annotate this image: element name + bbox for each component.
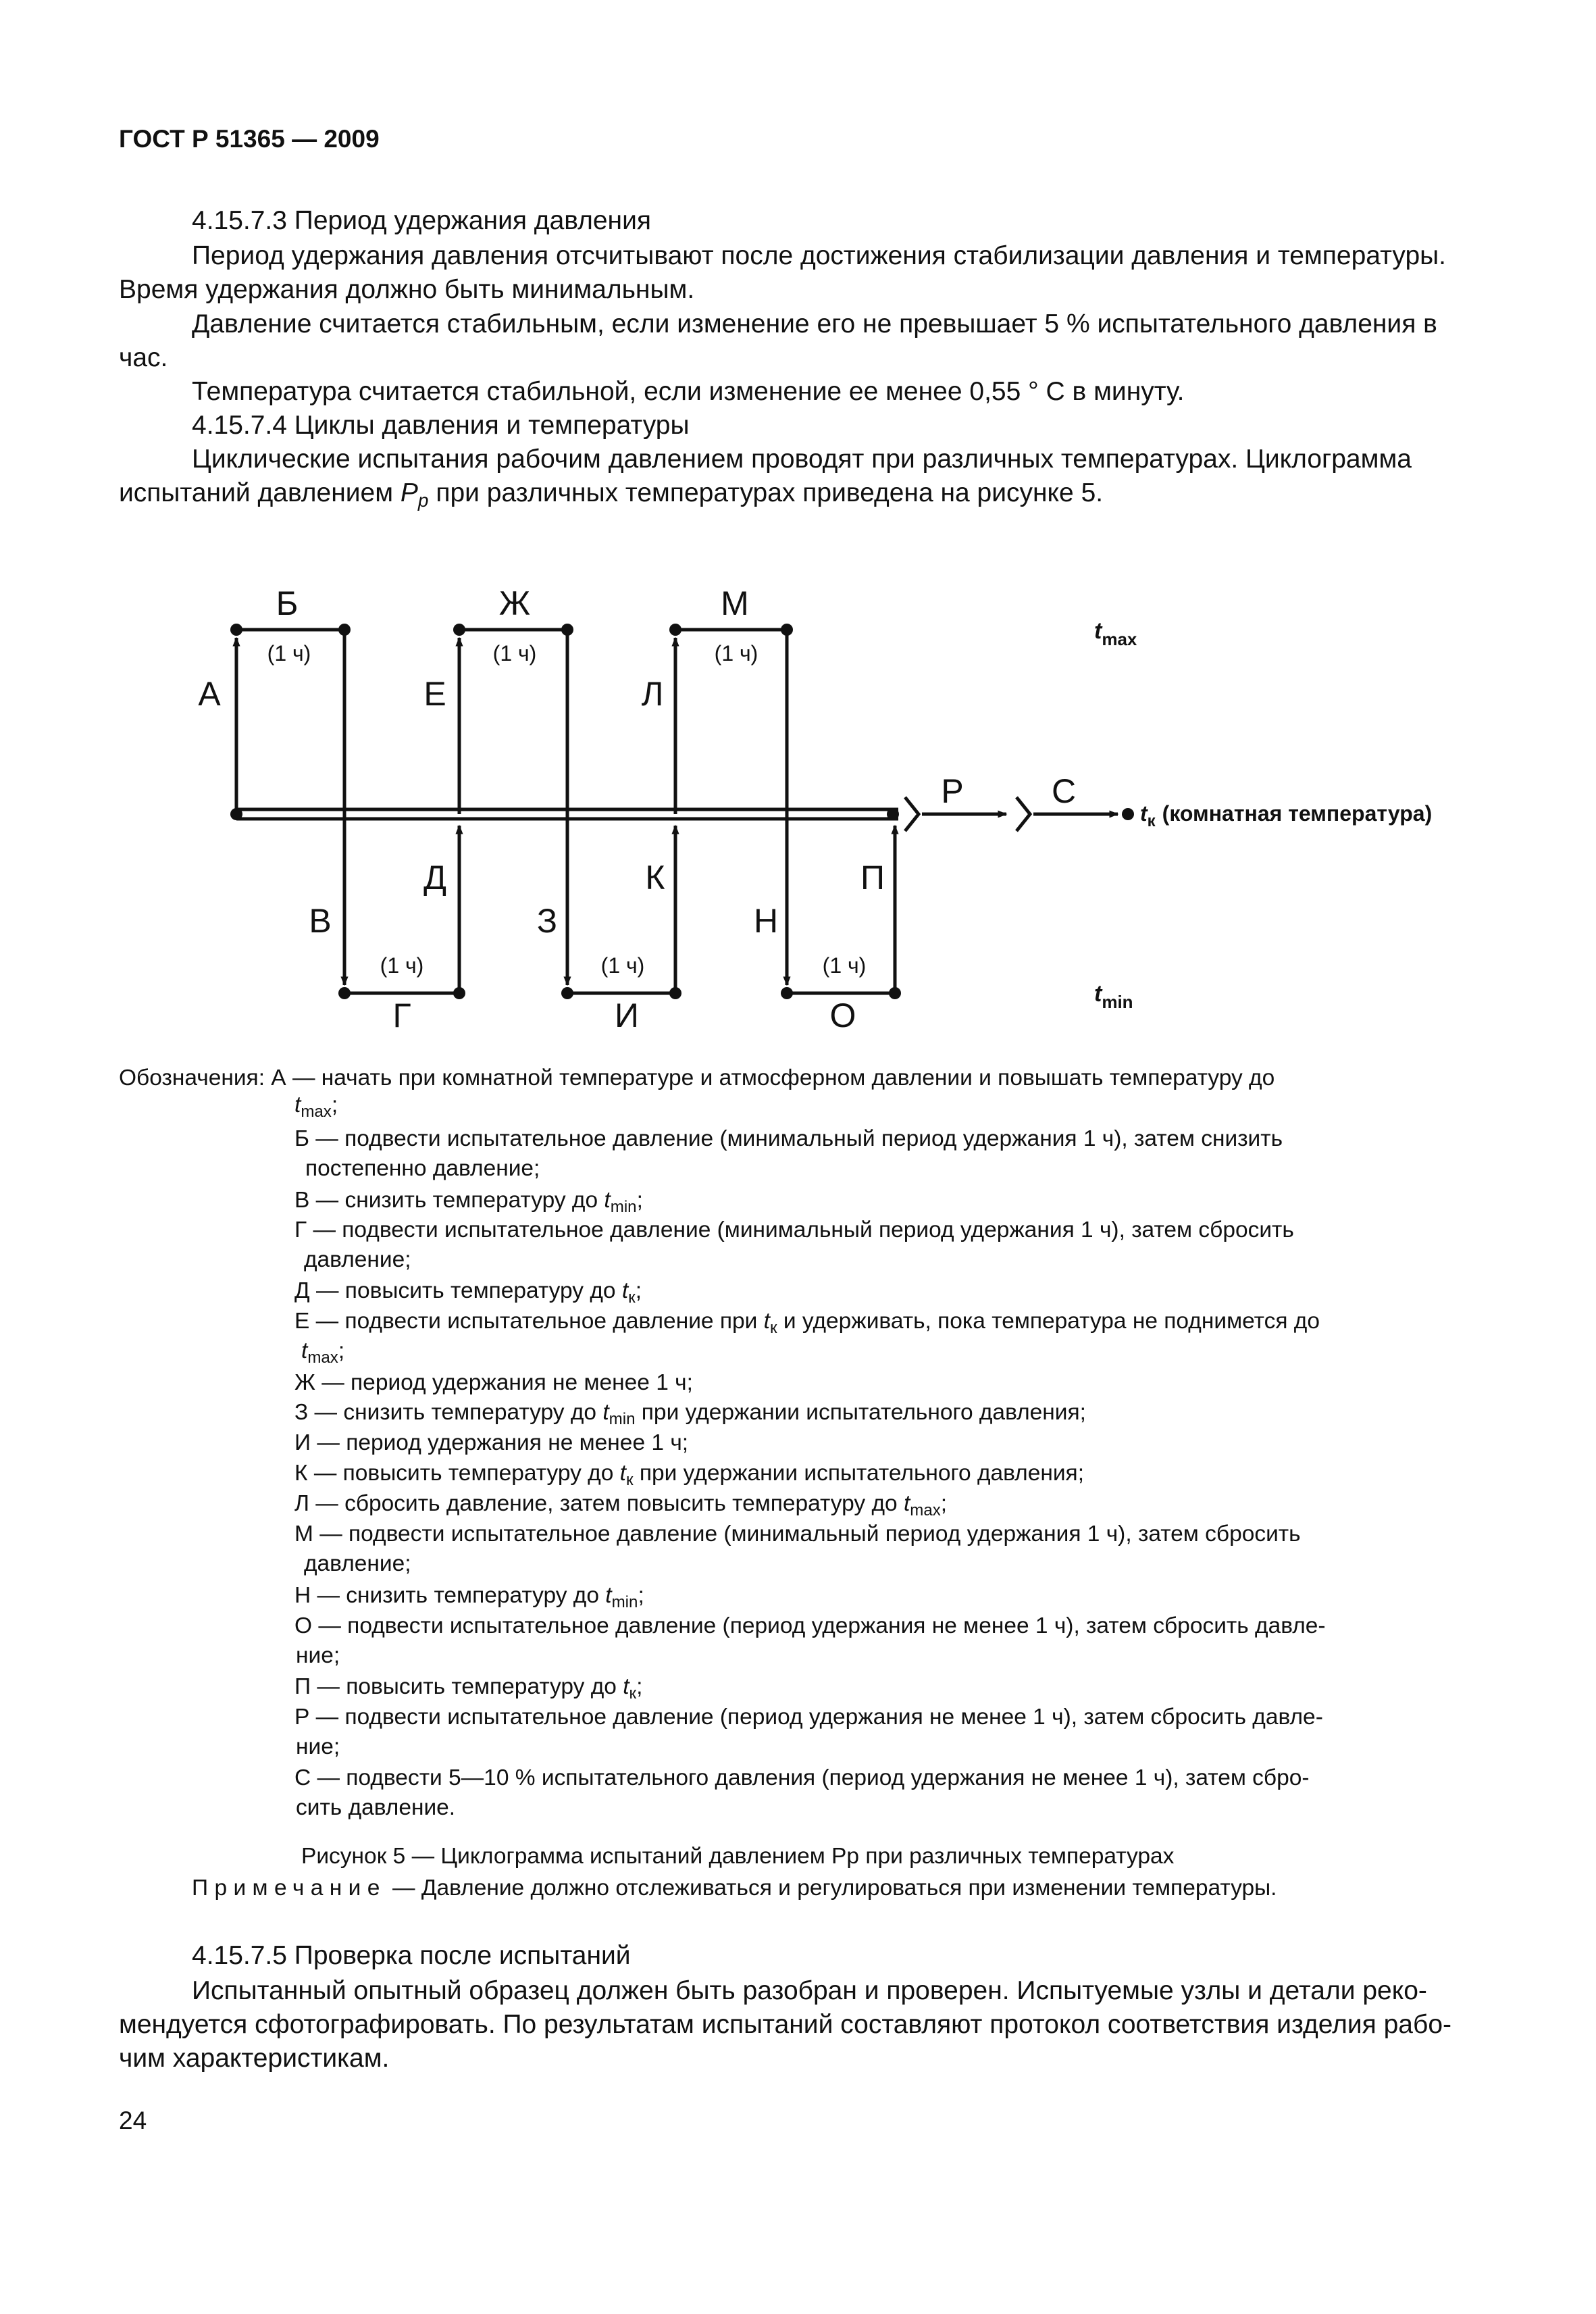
page-number: 24 bbox=[119, 2107, 147, 2134]
section-4-15-7-5-title: 4.15.7.5 Проверка после испытаний bbox=[192, 1941, 631, 1970]
label-n: Н bbox=[753, 902, 779, 940]
paragraph-line: Циклические испытания рабочим давлением проводят при различных температурах. Циклограмма bbox=[192, 445, 1412, 474]
var-sub: к bbox=[769, 1318, 777, 1337]
text-fragment: К — повысить температуру до bbox=[294, 1461, 620, 1486]
label-k: К bbox=[645, 859, 665, 897]
note-label: Примечание bbox=[192, 1876, 386, 1901]
label-p: П bbox=[860, 859, 885, 897]
paragraph-line: Испытанный опытный образец должен быть разобран и проверен. Испытуемые узлы и детали реко- bbox=[192, 1976, 1427, 2005]
node bbox=[781, 987, 793, 999]
label-a: А bbox=[198, 675, 221, 713]
var-sub: max bbox=[307, 1348, 338, 1367]
tmax-label bbox=[1094, 618, 1137, 649]
legend-zh: Ж — период удержания не менее 1 ч; bbox=[294, 1370, 693, 1395]
hold-label: (1 ч) bbox=[380, 953, 424, 978]
node bbox=[230, 624, 242, 636]
label-o: О bbox=[829, 997, 856, 1034]
tk-rest: (комнатная температура) bbox=[1162, 801, 1433, 826]
variable-p: P bbox=[400, 478, 418, 507]
label-zh: Ж bbox=[498, 584, 531, 622]
text-fragment: Е — подвести испытательное давление при bbox=[294, 1309, 764, 1334]
paragraph-line: Температура считается стабильной, если изменение ее менее 0,55 ° С в минуту. bbox=[192, 377, 1185, 406]
label-b: Б bbox=[276, 584, 299, 622]
hold-label: (1 ч) bbox=[492, 641, 537, 665]
var-sub: к bbox=[625, 1470, 634, 1489]
label-r: Р bbox=[941, 772, 964, 810]
var-t: t bbox=[605, 1583, 612, 1608]
node bbox=[669, 987, 681, 999]
var-t: t bbox=[301, 1338, 308, 1363]
diagram-nodes bbox=[230, 624, 1134, 999]
tmax-sub: max bbox=[1102, 629, 1137, 649]
var-t: t bbox=[903, 1491, 910, 1516]
text-fragment: В — снизить температуру до bbox=[294, 1188, 604, 1213]
var-sub: min bbox=[609, 1409, 636, 1428]
legend-m: М — подвести испытательное давление (минимальный период удержания 1 ч), затем сбросить bbox=[294, 1521, 1301, 1546]
chevron-c bbox=[1016, 797, 1030, 831]
legend-intro: Обозначения: А — начать при комнатной температуре и атмосферном давлении и повышать температуру до bbox=[119, 1065, 1275, 1090]
legend-o: О — подвести испытательное давление (период удержания не менее 1 ч), затем сбросить давле- bbox=[294, 1613, 1326, 1638]
legend-line: ние; bbox=[296, 1734, 340, 1759]
var-sub: min bbox=[610, 1197, 637, 1216]
cyclogram-diagram bbox=[0, 568, 1596, 1040]
legend-i: И — период удержания не менее 1 ч; bbox=[294, 1430, 689, 1455]
var-sub: к bbox=[628, 1288, 636, 1307]
text-fragment: З — снизить температуру до bbox=[294, 1400, 603, 1425]
label-g: Г bbox=[392, 997, 411, 1034]
legend-line: давление; bbox=[304, 1551, 411, 1576]
label-i: И bbox=[615, 997, 639, 1034]
label-l: Л bbox=[641, 675, 664, 713]
legend-line: давление; bbox=[304, 1247, 411, 1272]
legend-line: ние; bbox=[296, 1643, 340, 1668]
label-z: З bbox=[536, 902, 558, 940]
text-fragment: Д — повысить температуру до bbox=[294, 1278, 622, 1303]
node bbox=[561, 624, 573, 636]
node bbox=[887, 808, 899, 820]
node bbox=[669, 624, 681, 636]
tmin-sub: min bbox=[1102, 992, 1133, 1012]
label-d: Д bbox=[423, 859, 446, 897]
var-t: t bbox=[763, 1309, 770, 1334]
node bbox=[453, 987, 465, 999]
var-t: t bbox=[621, 1278, 629, 1303]
label-m: М bbox=[721, 584, 749, 622]
section-4-15-7-4-title: 4.15.7.4 Циклы давления и температуры bbox=[192, 411, 690, 440]
tk-t: t bbox=[1140, 801, 1148, 826]
section-4-15-7-3-title: 4.15.7.3 Период удержания давления bbox=[192, 206, 651, 235]
text-fragment: при удержании испытательного давления; bbox=[635, 1400, 1086, 1425]
figure-note bbox=[192, 1873, 1277, 1904]
text-fragment: при различных температурах приведена на рисунке 5. bbox=[428, 478, 1104, 507]
tk-label bbox=[1140, 801, 1432, 830]
tmin-label bbox=[1094, 981, 1133, 1012]
text-fragment: ; bbox=[635, 1278, 642, 1303]
paragraph-line: Время удержания должно быть минимальным. bbox=[119, 275, 695, 304]
var-t: t bbox=[619, 1461, 626, 1486]
hold-label: (1 ч) bbox=[714, 641, 758, 665]
var-t: t bbox=[623, 1674, 629, 1699]
text-fragment: испытаний давлением bbox=[119, 478, 401, 507]
note-text: — Давление должно отслеживаться и регулироваться при изменении температуры. bbox=[386, 1876, 1277, 1901]
var-sub: max bbox=[910, 1501, 941, 1519]
document-header: ГОСТ Р 51365 — 2009 bbox=[119, 125, 380, 153]
var-sub: max bbox=[301, 1102, 332, 1121]
label-e: Е bbox=[423, 675, 446, 713]
text-fragment: Н — снизить температуру до bbox=[294, 1583, 606, 1608]
paragraph-line: Период удержания давления отсчитывают после достижения стабилизации давления и температуры. bbox=[192, 241, 1447, 270]
label-c: С bbox=[1051, 772, 1077, 810]
text-fragment: ; bbox=[940, 1491, 948, 1516]
legend-r: Р — подвести испытательное давление (период удержания не менее 1 ч), затем сбросить давле- bbox=[294, 1705, 1323, 1730]
text-fragment: ; bbox=[331, 1092, 338, 1117]
node bbox=[453, 624, 465, 636]
paragraph-line bbox=[119, 475, 1103, 518]
legend-g: Г — подвести испытательное давление (минимальный период удержания 1 ч), затем сбросить bbox=[294, 1217, 1294, 1242]
tmax-t: t bbox=[1094, 618, 1102, 644]
node bbox=[561, 987, 573, 999]
hold-label: (1 ч) bbox=[267, 641, 311, 665]
hold-label: (1 ч) bbox=[600, 953, 645, 978]
node bbox=[230, 808, 242, 820]
var-sub: к bbox=[629, 1684, 637, 1703]
variable-subscript: p bbox=[417, 489, 429, 511]
paragraph-line: мендуется сфотографировать. По результатам испытаний составляют протокол соответствия изделия рабо- bbox=[119, 2010, 1452, 2039]
legend-e bbox=[294, 1307, 1320, 1343]
tmin-t: t bbox=[1094, 981, 1102, 1007]
node bbox=[889, 987, 901, 999]
text-fragment: ; bbox=[338, 1338, 345, 1363]
node bbox=[1122, 808, 1134, 820]
legend-line: сить давление. bbox=[296, 1795, 456, 1820]
var-t: t bbox=[604, 1188, 611, 1213]
legend-line bbox=[294, 1090, 338, 1127]
legend-line: постепенно давление; bbox=[305, 1156, 540, 1181]
figure-caption: Рисунок 5 — Циклограмма испытаний давлением Рр при различных температурах bbox=[301, 1844, 1175, 1869]
text-fragment: при удержании испытательного давления; bbox=[633, 1461, 1084, 1486]
var-t: t bbox=[602, 1400, 609, 1425]
paragraph-line: Давление считается стабильным, если изменение его не превышает 5 % испытательного давления в bbox=[192, 309, 1437, 338]
hold-label: (1 ч) bbox=[822, 953, 867, 978]
node bbox=[338, 987, 351, 999]
var-t: t bbox=[294, 1092, 301, 1117]
legend-s: С — подвести 5—10 % испытательного давления (период удержания не менее 1 ч), затем сбро- bbox=[294, 1765, 1310, 1790]
legend-b: Б — подвести испытательное давление (минимальный период удержания 1 ч), затем снизить bbox=[294, 1126, 1283, 1151]
text-fragment: и удерживать, пока температура не поднимется до bbox=[777, 1309, 1320, 1334]
label-v: В bbox=[309, 902, 332, 940]
paragraph-line: чим характеристикам. bbox=[119, 2044, 390, 2073]
text-fragment: П — повысить температуру до bbox=[294, 1674, 623, 1699]
tk-sub: к bbox=[1147, 812, 1156, 830]
text-fragment: ; bbox=[636, 1674, 643, 1699]
paragraph-line: час. bbox=[119, 343, 168, 372]
chevron-r bbox=[905, 797, 919, 831]
node bbox=[781, 624, 793, 636]
text-fragment: ; bbox=[638, 1583, 644, 1608]
text-fragment: Л — сбросить давление, затем повысить температуру до bbox=[294, 1491, 904, 1516]
node bbox=[338, 624, 351, 636]
text-fragment: ; bbox=[636, 1188, 643, 1213]
var-sub: min bbox=[611, 1592, 638, 1611]
